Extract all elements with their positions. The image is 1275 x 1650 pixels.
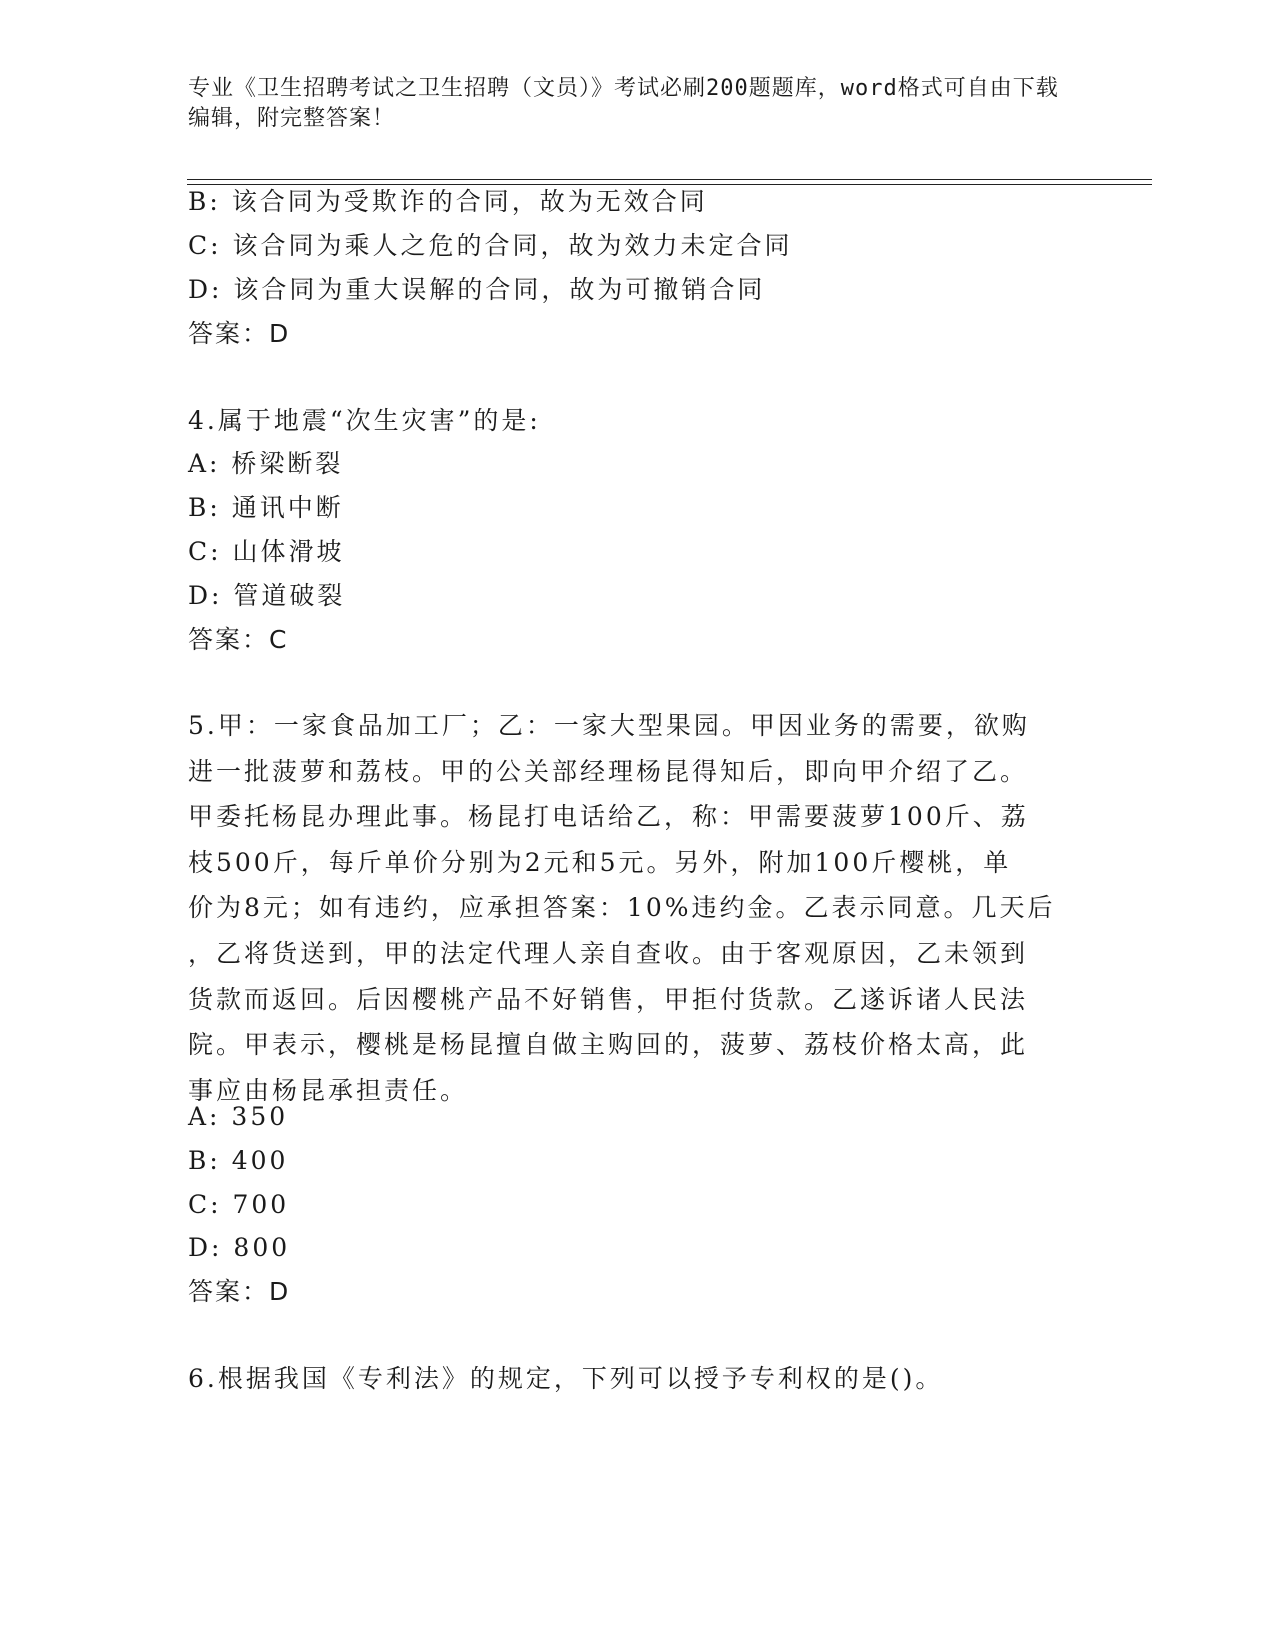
- q6-stem: 6.根据我国《专利法》的规定，下列可以授予专利权的是()。: [188, 1364, 944, 1393]
- q5-stem-line: 价为8元；如有违约，应承担答案：10%违约金。乙表示同意。几天后: [188, 893, 1056, 923]
- q5-stem-line: 进一批菠萝和荔枝。甲的公关部经理杨昆得知后，即向甲介绍了乙。: [188, 756, 1029, 786]
- document-header: 专业《卫生招聘考试之卫生招聘（文员）》考试必刷200题题库，word格式可自由下载编辑，附完整答案！: [188, 76, 1059, 131]
- q5-stem-line: ，乙将货送到，甲的法定代理人亲自查收。由于客观原因，乙未领到: [188, 938, 1029, 968]
- q3-option-c: C: 该合同为乘人之危的合同，故为效力未定合同: [188, 231, 793, 260]
- q5-stem-line: 5.甲：一家食品加工厂；乙：一家大型果园。甲因业务的需要，欲购: [188, 711, 1030, 740]
- q3-option-d: D: 该合同为重大误解的合同，故为可撤销合同: [188, 275, 766, 304]
- q4-answer: 答案：C: [188, 625, 289, 654]
- q5-option-c: C: 700: [188, 1190, 290, 1219]
- header-divider-top: [187, 179, 1152, 180]
- q4-option-d: D: 管道破裂: [188, 581, 346, 610]
- q5-option-b: B: 400: [188, 1146, 289, 1175]
- q5-stem-line: 甲委托杨昆办理此事。杨昆打电话给乙，称：甲需要菠萝100斤、荔: [188, 802, 1029, 832]
- q5-option-a: A: 350: [188, 1102, 289, 1131]
- q4-option-a: A: 桥梁断裂: [188, 449, 344, 478]
- q3-option-b: B: 该合同为受欺诈的合同，故为无效合同: [188, 187, 708, 216]
- q5-stem-line: 货款而返回。后因樱桃产品不好销售，甲拒付货款。乙遂诉诸人民法: [188, 984, 1029, 1014]
- header-divider-bottom: [187, 184, 1152, 185]
- q5-stem-line: 院。甲表示，樱桃是杨昆擅自做主购回的，菠萝、荔枝价格太高，此: [188, 1030, 1029, 1060]
- q4-option-c: C: 山体滑坡: [188, 537, 345, 566]
- q3-answer: 答案：D: [188, 319, 291, 348]
- q4-stem: 4.属于地震“次生灾害”的是:: [188, 406, 541, 435]
- q5-stem-line: 枝500斤，每斤单价分别为2元和5元。另外，附加100斤樱桃，单: [188, 847, 1012, 877]
- q5-option-d: D: 800: [188, 1233, 291, 1262]
- q5-answer: 答案：D: [188, 1277, 291, 1306]
- q5-stem-line: 事应由杨昆承担责任。: [188, 1075, 469, 1105]
- q5-stem: [188, 703, 1068, 1113]
- q4-option-b: B: 通讯中断: [188, 493, 344, 522]
